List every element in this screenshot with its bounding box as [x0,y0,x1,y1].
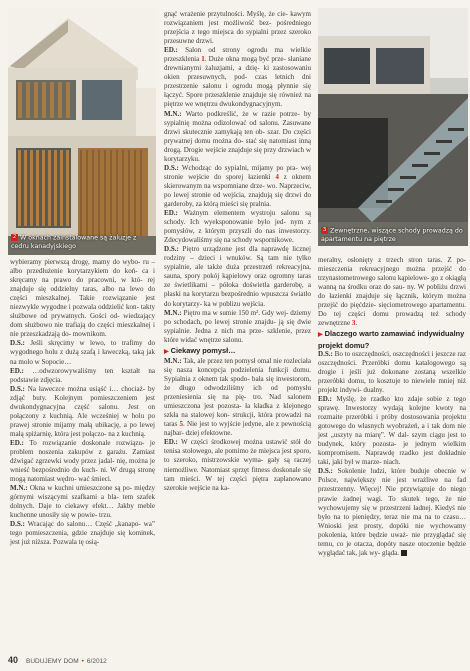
paragraph-text: wybieramy pierwszą drogę, mamy do wybo- ru – albo przedłużenie korytarzykiem do koń- ca i skręcamy na prawo do pracowni, w któ- rej znajduje się oddzielny taras, albo na lewo do części mieszkalnej. Takie rozwiązanie jest niezwykle wygodne i pozwala oddzielić kon- takty służbowe od prywatnych. Gości od- wiedzający dom służbowo nie trafiają do części mieszkalnej i nie przeszkadzają do- mownikom. [10,258,155,339]
paragraph [164,245,311,308]
heading-text: Ciekawy pomysł… [170,345,236,355]
paragraph-text-continued: . [355,319,358,328]
paragraph-text: Sokolenie ludzi, które buduje obecnie w Polsce, największy nie jest wrażliwe na fad przestrzenny. Więcej! Nie przywiązuje do niego prawie żadnej wagi. To skutek tego, że nie wychowujemy się w przestrzeni ładnej. Kiedyś nie było na to pieniędzy, teraz nie ma na to czasu… Wnioski jest prosty, dopóki nie wychowamy pokolenia, które będzie uważ- nie przyglądać się temu, co je otacza, dopóty nasze otoczenie będzie wyglądać tak, jak wy- gląda. [318,467,466,557]
caption-number-badge: 3 [322,227,327,233]
paragraph [164,10,311,46]
heading-marker-icon: ▶ [164,348,169,355]
paragraph [164,357,311,438]
magazine-name: BUDUJEMY DOM [26,658,79,665]
speaker-initials: ED.: [318,395,332,404]
paragraph-text: meralny, osłonięty z trzech stron taras. Z po- mieszczenia rekreacyjnego można przejść do trzynastometrowego salonu kąpielowe- go z okiągłą wanną na środku oraz do sau- ny. W pobliżu drzwi do łazienki znajduje się łącznik, którym można przejść do pięćdzie- sięciometrowego apartamentu. Do tej części domu prowadzą też schody zewnętrzne [318,256,466,328]
photo-caption-left [11,234,155,251]
speaker-initials: ED.: [10,366,24,375]
paragraph-text: W części środkowej można ustawić stół do tenisa stołowego, ale pomimo że miejsca jest sporo, to szeroko, mistrzowskie wyma- gały są raczej niemożliwe. Natomiast sprzęt fitness doskonale się tam mieści. W tej części piętra zaplanowano szerokie wejście na ka- [164,438,312,492]
speaker-initials: D.S.: [318,349,333,358]
section-heading [164,346,311,357]
text-column-1 [10,258,155,548]
paragraph-text: To rozwiązanie doskonale rozwiązu- je problem noszenia zakupów z garażu. Zamiast dźwigać zgrzewki wody przez jadal- nię, można je wnieść bezpośrednio do kuch- ni. W drugą stronę mogą natomiast wędro- wać śmieci. [10,438,156,484]
speaker-initials: ED.: [164,209,178,218]
paragraph [318,256,466,328]
paragraph-text: Warto podkreślić, że w razie potrze- by sypialnię można odizolować od salonu. Zasuwane drzwi skutecznie zamykają ten ob- szar. Do części prywatnej domu można do- stać się natomiast inną drogą. Drogie wejście znajduje się przy drzwiach w korytarzyku. [164,109,311,163]
photo-reference-number: 1 [199,55,205,64]
paragraph [10,258,155,339]
heading-text: Dlaczego warto zamawiać indywidualny projekt domu? [318,329,465,350]
footer-separator: • [81,658,84,665]
paragraph [10,484,155,520]
speaker-initials: M.N.: [164,308,182,317]
paragraph-text-continued: . Duże okna mogą być prze- słaniane drewnianymi żaluzjami, a dzię- ki zastosowaniu okien przesuwnych, pod- czas letnich dni przestrzenie salonu i ogrodu mogą płynnie się łączyć. Spore przeszklenie znajduje się również na piętrze we wnętrzu dwukondygnacyjnym. [164,55,311,109]
paragraph [10,339,155,366]
paragraph [164,209,311,245]
paragraph [10,367,155,385]
paragraph [164,438,311,492]
paragraph [10,385,155,439]
speaker-initials: M.N.: [164,356,182,365]
caption-text: W oknach zainstalowane są żaluzje z cedru kanadyjskiego [11,234,137,250]
speaker-initials: ED.: [164,46,178,55]
paragraph [164,110,311,164]
paragraph-text: Na ławeczce można usiąść i… chociaż- by zdjąć buty. Kolejnym pomieszczeniem jest dwukondygnacyjna część salonu. Jest on połączony z kuchnią. Ale wcześniej w holu po prawej stronie mijamy małą ubikację, a po lewej małą spiżarnię, która jest połączo- na z kuchnią. [10,384,155,438]
speaker-initials: ED.: [10,438,24,447]
photo-reference-number: 5 [177,420,184,429]
speaker-initials: D.S.: [164,245,179,254]
paragraph-text: Piętro urządzone jest dla naprawdę licznej rodziny – dzieci i wnuków. Są tam nie tylko sypialnie, ale także duża przestrzeń rekreacyjna, sauna, spory pokój kąpielowy oraz ogromny taras ze świetlikami – półoka doświetla garderobę, a płaski na korytarzu bezpośrednio wpuszcza światło do korytarzy- ka w poblizu wejścia. [164,245,311,308]
text-column-3 [318,256,466,558]
paragraph [10,439,155,484]
paragraph [164,309,311,345]
speaker-initials: D.S.: [164,163,179,172]
caption-number-badge: 2 [12,234,17,240]
paragraph-text: Tak, ale przez ten pomysł omal nie rozleciała się nasza koncepcja podzielenia funkcji domu. Sypialnia z oknem tak spodo- bała się inwestorom, że długo odwodziliśmy ich od pomysłu przeniesienia się na pię- tro. Nad salonem umieszczona jest pozosta- ła kładka z klejonego szkła na stalowej kon- strukcji, która prowadzi na taras [164,356,311,429]
paragraph [318,350,466,395]
paragraph [164,164,311,209]
house-photo-right [318,8,468,246]
paragraph [318,467,466,557]
photo-caption-right [321,227,466,244]
page-footer [8,654,462,666]
paragraph-text: Wracając do salonu… Część „kanapo- wa” tego pomieszczenia, gdzie znajduje się kominek, jest już niższa. Pozwala tę osią- [10,520,155,547]
caption-text: Zewnętrzne, wiszące schody prowadzą do apartamentu na piętrze [321,227,463,243]
page-number: 40 [8,655,19,665]
speaker-initials: M.N.: [164,109,182,118]
paragraph [318,395,466,467]
photo-reference-number: 4 [270,172,279,181]
paragraph [10,520,155,547]
speaker-initials: D.S.: [10,339,25,348]
issue-number: 6/2012 [86,658,107,665]
text-column-2 [164,10,311,493]
speaker-initials: M.N.: [10,484,28,493]
paragraph-text-continued: . Nie jest to wyjście jedyne, ale z pewnością najbar- dziej efektowne. [164,420,311,438]
photo-reference-number: 3 [350,319,356,328]
paragraph-text: Myślę, że rzadko kto zdaje sobie z tego sprawę. Inwestorzy wydają kolejne kwoty na rozmaite przeróbki i próby dostosowania projektu gotowego do własnych wyobrażeń, a i tak dom nie jest „uszyty na miarę”. W dal- szym ciągu jest to budynek, który pozosta- je jednym wielkim kompromisem. Naprawdę rzadko jest dokładnie taki, jaki był w marze- niach. [318,395,466,467]
section-heading [318,329,466,349]
paragraph-text: Okna w kuchni umieszczone są po- między górnymi wiszącymi szafkami a bla- tem szafek dolnych. Daje to ciekawy efekt… Jakby meble kuchenne unosiły się w powie- trzu. [10,484,156,520]
house-exterior-illustration [8,8,156,255]
paragraph-text: Bo to oszczędności, oszczędności i jeszcze raz oszczędności. Przeróbki domu katalogowego są drogie i jeśli już dokonane zostaną wszelkie przeróbki domu, to kosztuje to niewiele mniej niż projekt indywi- dualny. [318,349,466,394]
paragraph-text: gnąć wrażenie przytulności. Myślę, że cie- kawym rozwiązaniem jest możliwość bez- pośredniego przejścia z tego miejsca do sypialni przez szeroko przesuwne drzwi. [164,10,311,46]
paragraph-text: Jeśli skręcimy w lewo, to trafimy do wygodnego holu z dużą szafą i ławeczką, taką jak na molo w Sopocie… [10,339,155,366]
paragraph-text: …odwzorowywaliśmy ten kształt na podstawie zdjęcia. [10,366,155,384]
paragraph-text: Wchodząc do sypialni, mijamy po pra- wej stronie wejście do sporej łazienki [164,163,311,181]
paragraph-text-continued: z oknem skierowanym na wspomniane drze- wo. Naprzeciw, po lewej stronie od wejścia, znajdują się drzwi do garderoby, za którą mieści się pralnia. [164,172,311,208]
paragraph-text: Ważnym elementem wystroju salonu są schody. Ich wyeksponowanie było jed- nym z pomysłów, z którym przyszli do nas inwestorzy. Zdecydowaliśmy się na schody wspornikowe. [164,209,311,245]
speaker-initials: ED.: [164,438,178,447]
house-photo-left [8,8,156,255]
article-end-square-icon [401,550,407,556]
heading-marker-icon: ▶ [318,332,323,339]
stairs-exterior-illustration [318,8,468,246]
paragraph [164,46,311,109]
paragraph-text: Piętro ma w sumie 150 m². Gdy wej- dziemy po schodach, po lewej stronie znajdu- ją się dwie sypialnie. Jedna z nich ma prze- szklenie, przez które widać wnętrze salonu. [164,308,311,344]
speaker-initials: D.S.: [318,467,333,476]
speaker-initials: D.S.: [10,520,25,529]
speaker-initials: D.S.: [10,384,25,393]
paragraph-text: Salon od strony ogrodu ma wielkie przeszklenia [164,46,312,64]
